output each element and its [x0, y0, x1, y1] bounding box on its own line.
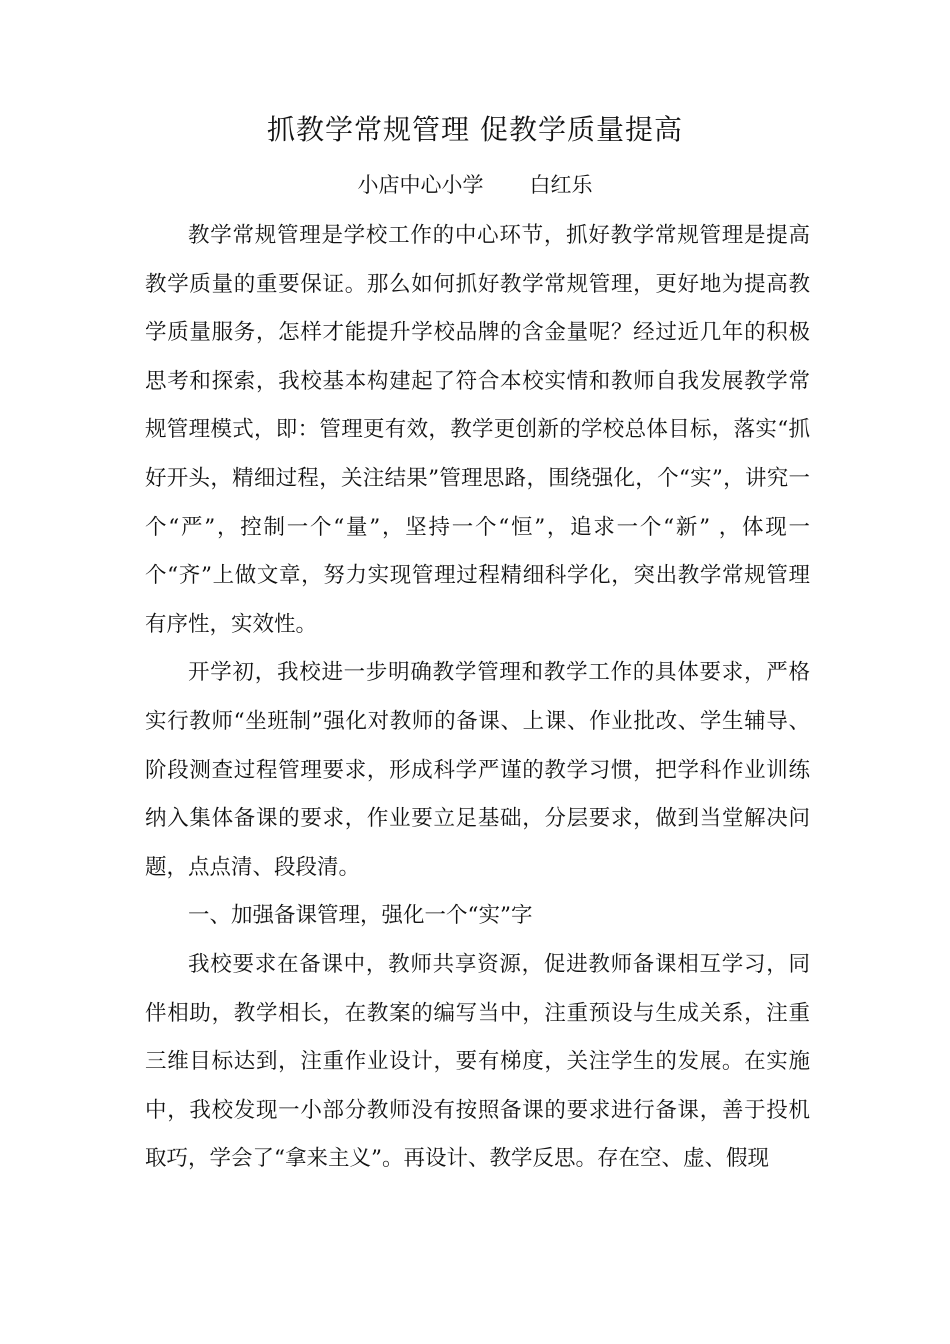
author-line — [0, 168, 950, 202]
document-title: 抓教学常规管理 促教学质量提高 — [267, 113, 683, 146]
document-body — [145, 212, 810, 1184]
author-name: 白红乐 — [529, 173, 593, 197]
section-heading-1: 一、加强备课管理，强化一个“实”字 — [188, 903, 533, 929]
paragraph-semester-start: 开学初，我校进一步明确教学管理和教学工作的具体要求，严格实行教师“坐班制”强化对教师的备课、上课、作业批改、学生辅导、阶段测查过程管理要求，形成科学严谨的教学习惯，把学科作业训练纳入集体备课的要求，作业要立足基础，分层要求，做到当堂解决问题，点点清、段段清。 — [145, 660, 810, 880]
paragraph-intro: 教学常规管理是学校工作的中心环节，抓好教学常规管理是提高教学质量的重要保证。那么如何抓好教学常规管理，更好地为提高教学质量服务，怎样才能提升学校品牌的含金量呢？经过近几年的积极思考和探索，我校基本构建起了符合本校实情和教师自我发展教学常规管理模式，即：管理更有效，教学更创新的学校总体目标，落实“抓好开头，精细过程，关注结果”管理思路，围绕强化，个“实”，讲究一个“严”，控制一个“量”，坚持一个“恒”，追求一个“新” ，体现一个“齐”上做文章，努力实现管理过程精细科学化，突出教学常规管理有序性，实效性。 — [145, 223, 810, 637]
paragraph-lesson-prep: 我校要求在备课中，教师共享资源，促进教师备课相互学习，同伴相助，教学相长，在教案的编写当中，注重预设与生成关系，注重三维目标达到，注重作业设计，要有梯度，关注学生的发展。在实施中，我校发现一小部分教师没有按照备课的要求进行备课，善于投机取巧，学会了“拿来主义”。再设计、教学反思。存在空、虚、假现 — [145, 951, 810, 1172]
author-school: 小店中心小学 — [357, 173, 484, 197]
